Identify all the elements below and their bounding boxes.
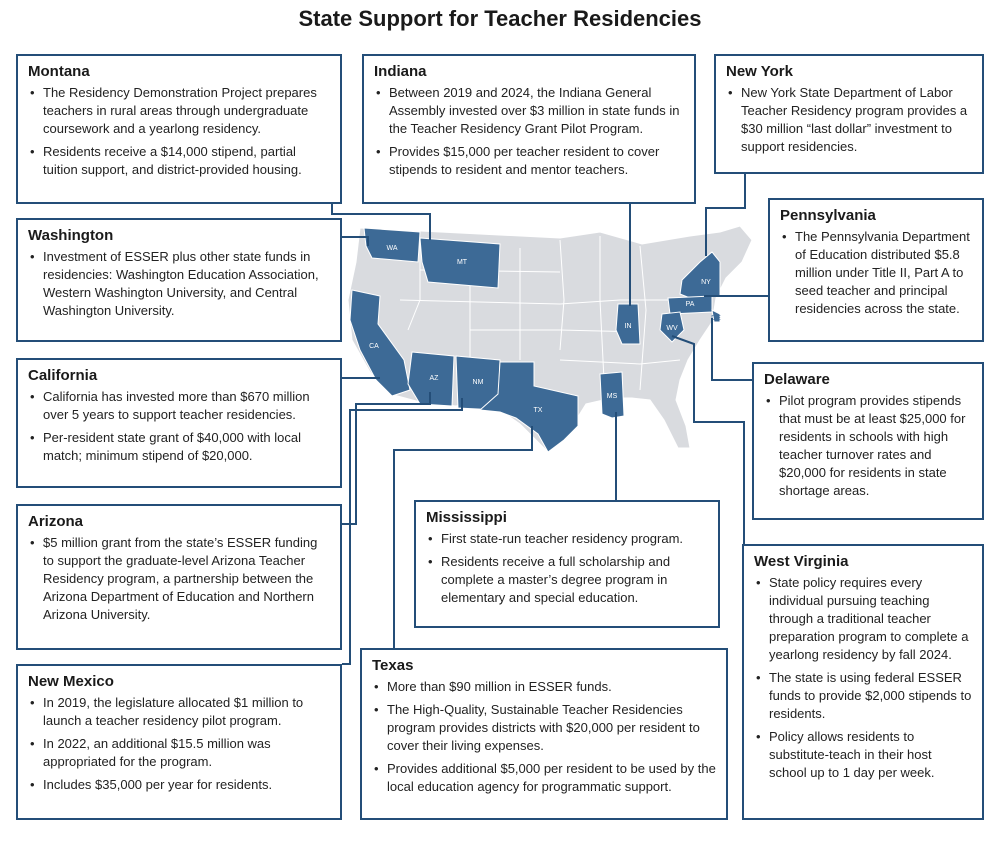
label-wa: WA [386, 245, 398, 252]
indiana-heading: Indiana [374, 63, 427, 80]
label-mt: MT [456, 259, 468, 266]
pennsylvania-list [780, 228, 972, 318]
texas-list [372, 678, 716, 796]
west-virginia-heading: West Virginia [754, 553, 849, 570]
new-mexico-list [28, 694, 330, 794]
delaware-box [752, 362, 984, 520]
delaware-heading: Delaware [764, 371, 830, 388]
montana-box [16, 54, 342, 204]
west-virginia-list [754, 574, 972, 782]
new-york-item: • New York State Department of Labor Teacher Residency program provides a $30 million “last dollar” investment to support residencies. [726, 84, 972, 156]
california-heading: California [28, 367, 98, 384]
new-york-box [714, 54, 984, 174]
indiana-list [374, 84, 684, 179]
texas-heading: Texas [372, 657, 414, 674]
washington-item: • Investment of ESSER plus other state funds in residencies: Washington Education Association, Western Washington University, and Central Washington University. [28, 248, 330, 320]
pennsylvania-heading: Pennsylvania [780, 207, 876, 224]
new-mexico-heading: New Mexico [28, 673, 114, 690]
arizona-heading: Arizona [28, 513, 84, 530]
new-mexico-box [16, 664, 342, 820]
page-title: State Support for Teacher Residencies [298, 6, 702, 31]
mississippi-item: • Residents receive a full scholarship and complete a master’s degree program in elementary and special education. [426, 553, 708, 607]
label-in: IN [624, 323, 632, 330]
label-az: AZ [429, 375, 439, 382]
texas-box [360, 648, 728, 820]
indiana-item: • Provides $15,000 per teacher resident to cover stipends to resident and mentor teachers. [374, 143, 684, 179]
texas-item: • More than $90 million in ESSER funds. [372, 678, 716, 696]
label-tx: TX [533, 407, 543, 414]
new-mexico-item: • In 2022, an additional $15.5 million was appropriated for the program. [28, 735, 330, 771]
leader-delaware [712, 318, 753, 380]
label-nm: NM [472, 379, 484, 386]
west-virginia-item: • The state is using federal ESSER funds to provide $2,000 stipends to residents. [754, 669, 972, 723]
california-item: • Per-resident state grant of $40,000 with local match; minimum stipend of $20,000. [28, 429, 330, 465]
montana-heading: Montana [28, 63, 90, 80]
delaware-item: • Pilot program provides stipends that must be at least $25,000 for residents in schools with high teacher turnover rates and $20,000 for residents in state shortage areas. [764, 392, 972, 500]
west-virginia-item: • State policy requires every individual pursuing teaching through a traditional teacher preparation program to complete a yearlong residency by fall 2024. [754, 574, 972, 664]
indiana-item: • Between 2019 and 2024, the Indiana General Assembly invested over $3 million in state funds in the Teacher Residency Grant Pilot Program. [374, 84, 684, 138]
washington-list [28, 248, 330, 320]
indiana-box [362, 54, 696, 204]
mississippi-box [414, 500, 720, 628]
new-mexico-item: • Includes $35,000 per year for residents. [28, 776, 330, 794]
label-ms: MS [606, 393, 618, 400]
new-mexico-item: • In 2019, the legislature allocated $1 million to launch a teacher residency pilot program. [28, 694, 330, 730]
montana-item: • Residents receive a $14,000 stipend, partial tuition support, and district-provided housing. [28, 143, 330, 179]
washington-box [16, 218, 342, 342]
arizona-box [16, 504, 342, 650]
montana-item: • The Residency Demonstration Project prepares teachers in rural areas through undergraduate coursework and a yearlong residency. [28, 84, 330, 138]
mississippi-heading: Mississippi [426, 509, 507, 526]
label-pa: PA [685, 301, 695, 308]
new-york-heading: New York [726, 63, 793, 80]
california-item: • California has invested more than $670 million over 5 years to support teacher residencies. [28, 388, 330, 424]
arizona-item: • $5 million grant from the state’s ESSER funding to support the graduate-level Arizona Teacher Residency program, a partnership between the Arizona Department of Education and Northern Arizona University. [28, 534, 330, 624]
washington-heading: Washington [28, 227, 114, 244]
label-de: DE [711, 315, 721, 322]
arizona-list [28, 534, 330, 624]
mississippi-list [426, 530, 708, 607]
label-ny: NY [701, 279, 711, 286]
pennsylvania-item: • The Pennsylvania Department of Education distributed $5.8 million under Title II, Part A to seed teacher and principal residencies across the state. [780, 228, 972, 318]
california-list [28, 388, 330, 465]
label-ca: CA [369, 343, 379, 350]
texas-item: • Provides additional $5,000 per resident to be used by the local education agency for programmatic support. [372, 760, 716, 796]
mississippi-item: • First state-run teacher residency program. [426, 530, 708, 548]
pennsylvania-box [768, 198, 984, 342]
west-virginia-box [742, 544, 984, 820]
montana-list [28, 84, 330, 179]
new-york-list [726, 84, 972, 156]
label-wv: WV [666, 325, 678, 332]
west-virginia-item: • Policy allows residents to substitute-teach in their host school up to 1 day per week. [754, 728, 972, 782]
delaware-list [764, 392, 972, 500]
texas-item: • The High-Quality, Sustainable Teacher Residencies program provides districts with $20,000 per resident to cover their living expenses. [372, 701, 716, 755]
california-box [16, 358, 342, 488]
